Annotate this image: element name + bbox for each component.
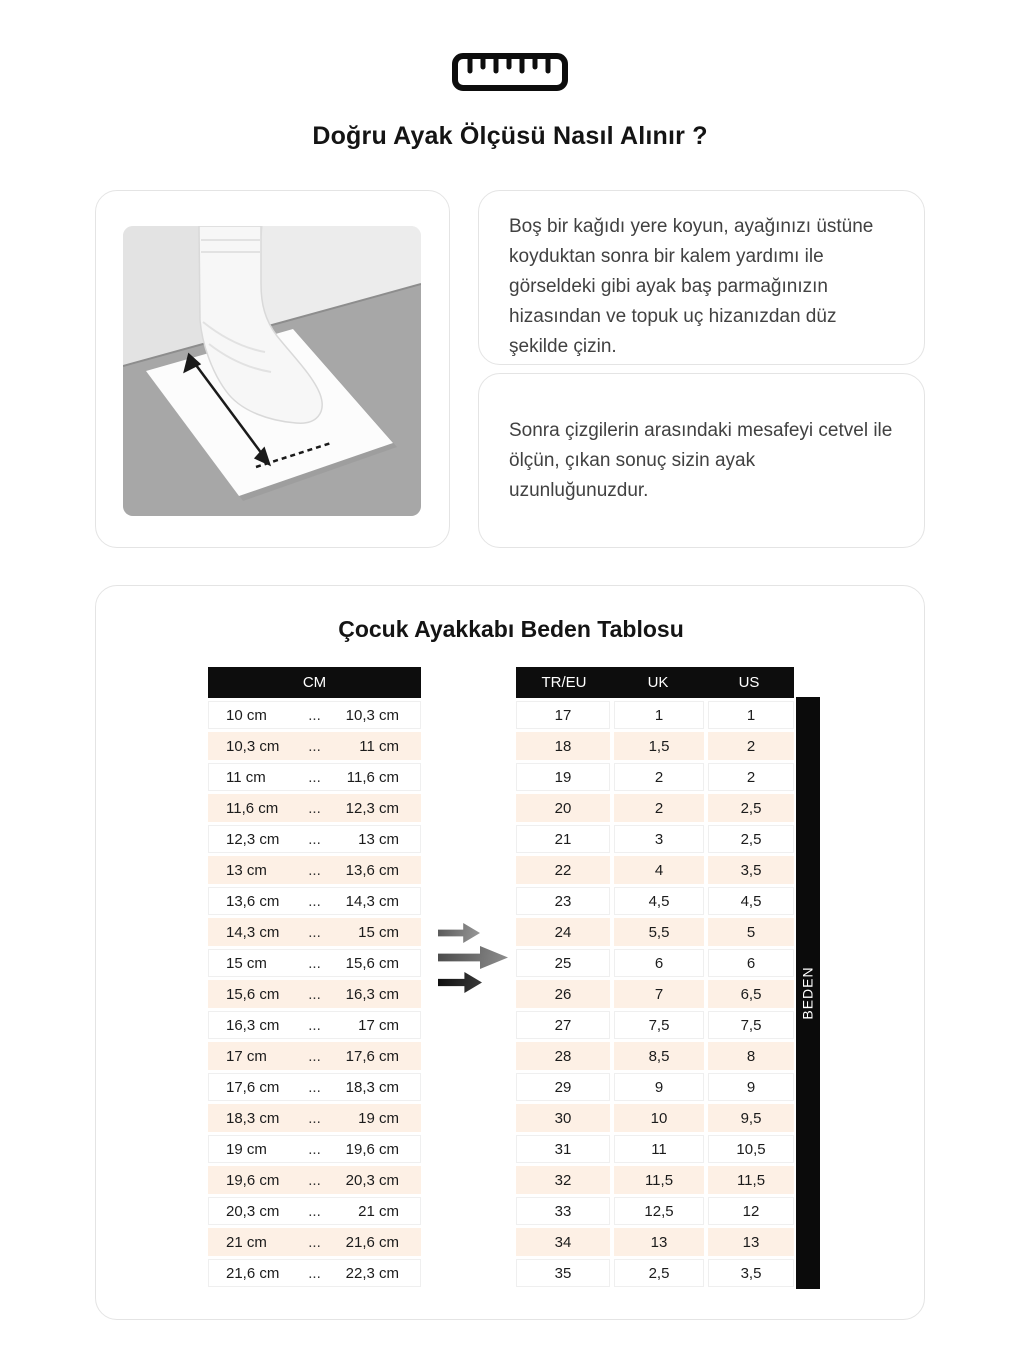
size-table-row [516,980,794,1008]
instruction-step1-card [478,190,925,365]
cm-cell-right: 16,3 cm [345,985,399,1003]
cm-cell-left: 12,3 cm [226,830,280,848]
size-table-cell: 2,5 [708,794,794,822]
arrow-bottom [438,972,482,993]
size-table-cell: 9 [708,1073,794,1101]
size-table-cell: 8 [708,1042,794,1070]
size-table-row [516,1104,794,1132]
cm-cell-sep: ... [308,1264,321,1282]
size-table-cell: 5 [708,918,794,946]
cm-table-row [208,1073,421,1101]
size-table-cell: 6 [614,949,704,977]
size-table-cell: 30 [516,1104,610,1132]
cm-cell-sep: ... [308,1109,321,1127]
size-table-cell: 2 [614,763,704,791]
cm-cell-left: 11 cm [226,768,266,786]
cm-cell-left: 14,3 cm [226,923,280,941]
size-header-uk: UK [647,674,669,691]
size-header-treu: TR/EU [541,674,587,691]
size-table-cell: 17 [516,701,610,729]
cm-table-row [208,918,421,946]
size-table-cell: 4,5 [708,887,794,915]
cm-cell-right: 11 cm [359,737,399,755]
cm-cell-right: 15,6 cm [345,954,399,972]
size-table-row [516,856,794,884]
size-table-row [516,763,794,791]
size-table-row [516,1197,794,1225]
size-table-cell: 1 [614,701,704,729]
cm-table [208,667,421,1290]
size-table-row [516,732,794,760]
size-table-cell: 4,5 [614,887,704,915]
cm-table-row [208,949,421,977]
cm-cell-left: 19 cm [226,1140,267,1158]
cm-table-row [208,1135,421,1163]
cm-table-row [208,1197,421,1225]
cm-cell-sep: ... [308,985,321,1003]
size-chart-title: Çocuk Ayakkabı Beden Tablosu [338,616,684,642]
ruler-icon [0,52,1020,97]
size-table-cell: 6 [708,949,794,977]
cm-cell-right: 22,3 cm [345,1264,399,1282]
cm-table-row [208,1228,421,1256]
cm-table-row [208,856,421,884]
size-table-cell: 8,5 [614,1042,704,1070]
size-table-cell: 34 [516,1228,610,1256]
cm-cell-right: 17 cm [358,1016,399,1034]
size-table-cell: 10,5 [708,1135,794,1163]
size-table-row [516,1135,794,1163]
cm-cell-right: 15 cm [358,923,399,941]
size-table-cell: 19 [516,763,610,791]
size-table-row [516,1166,794,1194]
size-table-cell: 26 [516,980,610,1008]
cm-cell-left: 15 cm [226,954,267,972]
size-table-row [516,825,794,853]
cm-cell-left: 11,6 cm [226,799,279,817]
size-table-cell: 24 [516,918,610,946]
cm-cell-left: 13,6 cm [226,892,280,910]
size-chart-card [95,585,925,1320]
arrow-top [438,923,480,943]
cm-cell-left: 20,3 cm [226,1202,280,1220]
instruction-step2-card [478,373,925,548]
cm-table-row [208,980,421,1008]
size-table-cell: 6,5 [708,980,794,1008]
page-title: Doğru Ayak Ölçüsü Nasıl Alınır ? [312,122,708,150]
beden-side-label: BEDEN [800,966,817,1020]
size-table-cell: 33 [516,1197,610,1225]
cm-cell-left: 13 cm [226,861,267,879]
instruction-step2-text: Sonra çizgilerin arasındaki mesafeyi cetvel ile ölçün, çıkan sonuç sizin ayak uzunluğunuzdur. [509,419,893,501]
cm-table-row [208,1104,421,1132]
size-table-cell: 1 [708,701,794,729]
size-table-cell: 11,5 [614,1166,704,1194]
cm-cell-right: 21,6 cm [345,1233,399,1251]
size-table-cell: 2 [614,794,704,822]
size-table-cell: 13 [614,1228,704,1256]
cm-cell-sep: ... [308,923,321,941]
size-table-cell: 2,5 [614,1259,704,1287]
size-table-cell: 12,5 [614,1197,704,1225]
cm-cell-sep: ... [308,1016,321,1034]
transfer-arrows-icon [438,923,508,996]
cm-cell-sep: ... [308,861,321,879]
cm-cell-right: 10,3 cm [345,706,399,724]
cm-table-row [208,1259,421,1287]
cm-cell-left: 21 cm [226,1233,267,1251]
cm-cell-sep: ... [308,1233,321,1251]
cm-cell-right: 19,6 cm [345,1140,399,1158]
size-table-cell: 3 [614,825,704,853]
size-table [516,667,794,1290]
cm-table-row [208,825,421,853]
cm-cell-sep: ... [308,1047,321,1065]
cm-table-row [208,1011,421,1039]
size-table-row [516,949,794,977]
cm-cell-sep: ... [308,1202,321,1220]
size-table-row [516,1259,794,1287]
size-table-cell: 11 [614,1135,704,1163]
cm-cell-left: 18,3 cm [226,1109,280,1127]
cm-cell-left: 16,3 cm [226,1016,280,1034]
cm-cell-right: 14,3 cm [345,892,399,910]
size-table-cell: 9 [614,1073,704,1101]
size-table-rows [516,701,794,1287]
size-table-row [516,918,794,946]
size-table-row [516,794,794,822]
cm-cell-sep: ... [308,830,321,848]
size-table-cell: 3,5 [708,856,794,884]
cm-table-row [208,887,421,915]
size-table-cell: 11,5 [708,1166,794,1194]
cm-cell-right: 17,6 cm [345,1047,399,1065]
measurement-photo-card [95,190,450,548]
size-table-cell: 18 [516,732,610,760]
cm-table-rows [208,701,421,1287]
size-table-cell: 7,5 [614,1011,704,1039]
cm-table-row [208,732,421,760]
size-table-row [516,1011,794,1039]
size-table-row [516,701,794,729]
cm-table-row [208,763,421,791]
cm-cell-left: 19,6 cm [226,1171,280,1189]
cm-table-row [208,1166,421,1194]
size-table-cell: 7 [614,980,704,1008]
beden-side-bar [796,697,820,1289]
cm-cell-left: 10,3 cm [226,737,280,755]
cm-cell-sep: ... [308,1140,321,1158]
cm-cell-sep: ... [308,737,321,755]
size-header-us: US [738,674,760,691]
size-table-cell: 7,5 [708,1011,794,1039]
size-table-cell: 25 [516,949,610,977]
size-table-cell: 9,5 [708,1104,794,1132]
cm-cell-right: 19 cm [358,1109,399,1127]
cm-cell-right: 20,3 cm [345,1171,399,1189]
size-table-cell: 29 [516,1073,610,1101]
arrow-middle [438,946,508,969]
size-table-cell: 28 [516,1042,610,1070]
size-table-cell: 32 [516,1166,610,1194]
cm-table-row [208,794,421,822]
cm-cell-left: 21,6 cm [226,1264,280,1282]
size-table-header [516,667,794,698]
foot-measurement-photo [123,226,421,516]
cm-cell-left: 15,6 cm [226,985,280,1003]
cm-cell-left: 17 cm [226,1047,267,1065]
size-table-cell: 22 [516,856,610,884]
cm-cell-left: 17,6 cm [226,1078,280,1096]
cm-cell-right: 13,6 cm [345,861,399,879]
size-table-cell: 12 [708,1197,794,1225]
size-table-row [516,1073,794,1101]
cm-table-row [208,1042,421,1070]
size-table-cell: 27 [516,1011,610,1039]
instruction-step1-text: Boş bir kağıdı yere koyun, ayağınızı üstüne koyduktan sonra bir kalem yardımı ile görseldeki gibi ayak baş parmağınızın hizasından ve topuk uç hizanızdan düz şekilde çizin. [509,216,874,357]
cm-cell-sep: ... [308,768,321,786]
cm-cell-right: 11,6 cm [346,768,399,786]
size-table-cell: 2 [708,732,794,760]
cm-cell-right: 12,3 cm [345,799,399,817]
cm-cell-sep: ... [308,954,321,972]
size-table-cell: 13 [708,1228,794,1256]
size-table-cell: 31 [516,1135,610,1163]
cm-table-row [208,701,421,729]
cm-cell-sep: ... [308,706,321,724]
cm-cell-right: 18,3 cm [345,1078,399,1096]
size-table-cell: 1,5 [614,732,704,760]
size-table-cell: 20 [516,794,610,822]
size-table-cell: 21 [516,825,610,853]
cm-cell-sep: ... [308,1078,321,1096]
size-table-cell: 4 [614,856,704,884]
cm-cell-sep: ... [308,892,321,910]
cm-cell-sep: ... [308,799,321,817]
size-table-cell: 3,5 [708,1259,794,1287]
size-table-cell: 35 [516,1259,610,1287]
size-table-row [516,1228,794,1256]
size-table-cell: 2,5 [708,825,794,853]
size-table-cell: 23 [516,887,610,915]
cm-table-header: CM [208,667,421,698]
size-table-cell: 2 [708,763,794,791]
size-table-row [516,1042,794,1070]
cm-cell-right: 13 cm [358,830,399,848]
size-table-row [516,887,794,915]
cm-cell-sep: ... [308,1171,321,1189]
cm-cell-right: 21 cm [358,1202,399,1220]
size-table-cell: 5,5 [614,918,704,946]
size-table-cell: 10 [614,1104,704,1132]
cm-cell-left: 10 cm [226,706,267,724]
